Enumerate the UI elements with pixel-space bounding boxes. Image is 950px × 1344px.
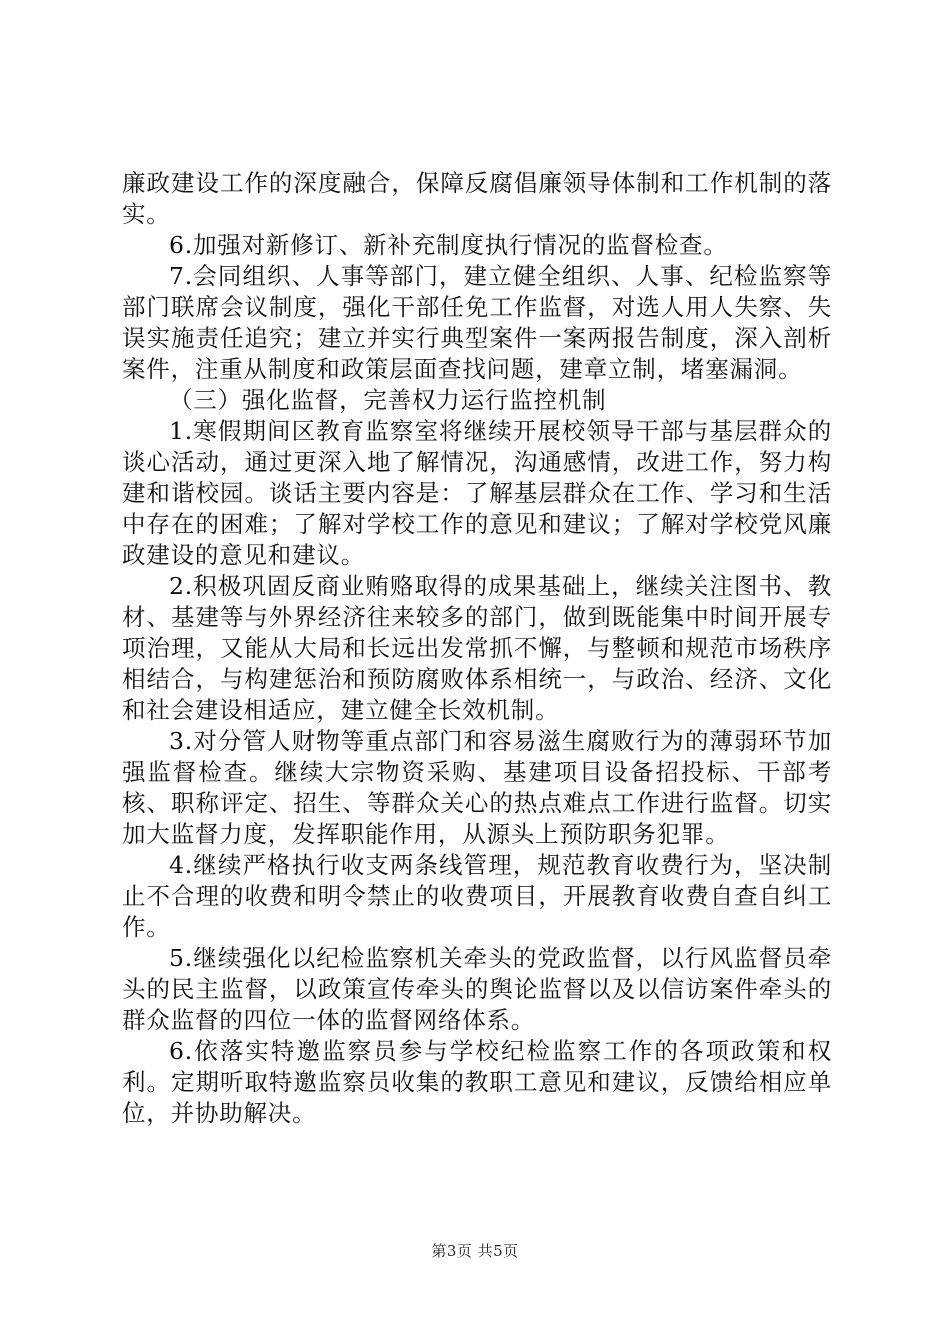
paragraph-item-2-anti-bribery: 2.积极巩固反商业贿赂取得的成果基础上，继续关注图书、教材、基建等与外界经济往来较多的部门，做到既能集中时间开展专项治理，又能从大局和长远出发常抓不懈，与整顿和规范市场秩序相结合，与构建惩治和预防腐败体系相统一，与政治、经济、文化和社会建设相适应，建立健全长效机制。 <box>122 572 832 724</box>
paragraph-item-4-fees: 4.继续严格执行收支两条线管理，规范教育收费行为，坚决制止不合理的收费和明令禁止的收费项目，开展教育收费自查自纠工作。 <box>122 851 832 941</box>
paragraph-continuation: 廉政建设工作的深度融合，保障反腐倡廉领导体制和工作机制的落实。 <box>122 169 832 228</box>
paragraph-item-6-special-inspectors: 6.依落实特邀监察员参与学校纪检监察工作的各项政策和权利。定期听取特邀监察员收集的教职工意见和建议，反馈给相应单位，并协助解决。 <box>122 1037 832 1127</box>
paragraph-item-1-heart-talk: 1.寒假期间区教育监察室将继续开展校领导干部与基层群众的谈心活动，通过更深入地了解情况，沟通感情，改进工作，努力构建和谐校园。谈话主要内容是：了解基层群众在工作、学习和生活中存在的困难；了解对学校工作的意见和建议；了解对学校党风廉政建设的意见和建议。 <box>122 417 832 569</box>
paragraph-item-7-joint-meeting: 7.会同组织、人事等部门，建立健全组织、人事、纪检监察等部门联席会议制度，强化干部任免工作监督，对选人用人失察、失误实施责任追究；建立并实行典型案件一案两报告制度，深入剖析案件，注重从制度和政策层面查找问题，建章立制，堵塞漏洞。 <box>122 262 832 383</box>
paragraph-item-5-supervision-network: 5.继续强化以纪检监察机关牵头的党政监督，以行风监督员牵头的民主监督，以政策宣传牵头的舆论监督以及以信访案件牵头的群众监督的四位一体的监督网络体系。 <box>122 944 832 1034</box>
paragraph-item-3-key-departments: 3.对分管人财物等重点部门和容易滋生腐败行为的薄弱环节加强监督检查。继续大宗物资采购、基建项目设备招投标、干部考核、职称评定、招生、等群众关心的热点难点工作进行监督。切实加大监督力度，发挥职能作用，从源头上预防职务犯罪。 <box>122 727 832 848</box>
document-body <box>122 168 832 1129</box>
paragraph-item-6-system-check: 6.加强对新修订、新补充制度执行情况的监督检查。 <box>169 231 728 259</box>
section-heading-three: （三）强化监督，完善权力运行监控机制 <box>169 386 607 414</box>
page-number-footer: 第3页 共5页 <box>431 1242 519 1260</box>
